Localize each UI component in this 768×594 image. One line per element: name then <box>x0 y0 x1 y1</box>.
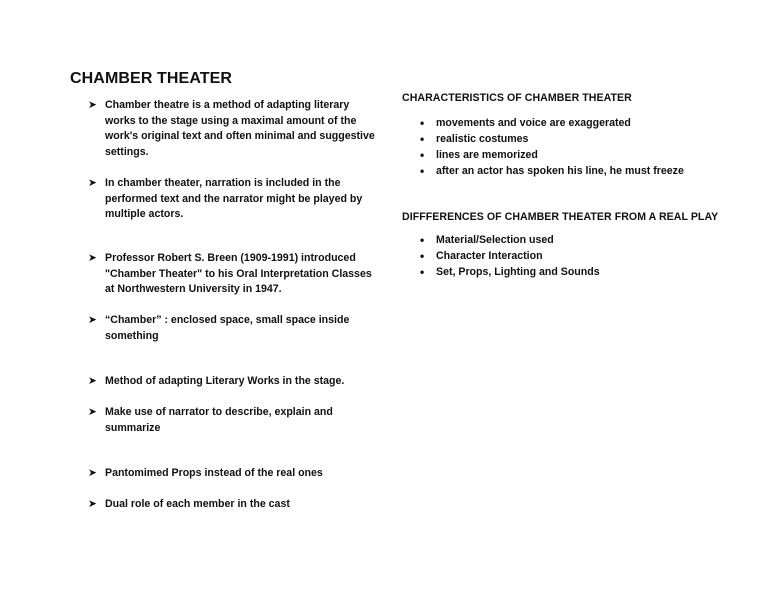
list-item <box>88 98 378 160</box>
arrow-bullet-icon: ➤ <box>88 252 97 264</box>
list-item <box>88 374 378 390</box>
list-item <box>420 115 740 131</box>
list-item <box>88 313 378 344</box>
list-item-text: Chamber theatre is a method of adapting literary works to the stage using a maximal amount of the work's original text and often minimal and suggestive settings. <box>105 99 375 158</box>
differences-list <box>420 232 740 280</box>
arrow-bullet-icon: ➤ <box>88 99 97 111</box>
dot-bullet-icon: • <box>420 148 425 162</box>
list-item-text: after an actor has spoken his line, he must freeze <box>436 165 684 177</box>
list-item-text: Dual role of each member in the cast <box>105 498 290 510</box>
list-item <box>88 176 378 223</box>
list-item <box>420 248 740 264</box>
list-item <box>420 163 740 179</box>
list-item <box>420 147 740 163</box>
list-item-text: Method of adapting Literary Works in the stage. <box>105 375 345 387</box>
list-item-text: realistic costumes <box>436 133 529 145</box>
arrow-bullet-icon: ➤ <box>88 467 97 479</box>
dot-bullet-icon: • <box>420 132 425 146</box>
arrow-bullet-icon: ➤ <box>88 177 97 189</box>
list-item-text: Pantomimed Props instead of the real ones <box>105 467 323 479</box>
list-item <box>88 405 378 436</box>
dot-bullet-icon: • <box>420 164 425 178</box>
list-item-text: lines are memorized <box>436 149 538 161</box>
arrow-bullet-icon: ➤ <box>88 406 97 418</box>
dot-bullet-icon: • <box>420 233 425 247</box>
arrow-bullet-icon: ➤ <box>88 498 97 510</box>
list-item <box>88 251 378 298</box>
characteristics-list <box>420 115 740 179</box>
list-item <box>420 264 740 280</box>
dot-bullet-icon: • <box>420 265 425 279</box>
characteristics-heading: CHARACTERISTICS OF CHAMBER THEATER <box>402 92 632 104</box>
dot-bullet-icon: • <box>420 249 425 263</box>
list-item <box>88 497 378 513</box>
list-item-text: In chamber theater, narration is included in the performed text and the narrator might be played by multiple actors. <box>105 177 363 220</box>
arrow-bullet-icon: ➤ <box>88 314 97 326</box>
list-item-text: Material/Selection used <box>436 234 554 246</box>
list-item <box>88 466 378 482</box>
list-item-text: Professor Robert S. Breen (1909-1991) introduced "Chamber Theater" to his Oral Interpretation Classes at Northwestern University in 1947. <box>105 252 372 295</box>
list-item-text: movements and voice are exaggerated <box>436 117 631 129</box>
arrow-bullet-icon: ➤ <box>88 375 97 387</box>
dot-bullet-icon: • <box>420 116 425 130</box>
list-item <box>420 232 740 248</box>
list-item-text: “Chamber” : enclosed space, small space inside something <box>105 314 350 342</box>
page-title: CHAMBER THEATER <box>70 70 233 87</box>
list-item <box>420 131 740 147</box>
list-item-text: Character Interaction <box>436 250 543 262</box>
list-item-text: Make use of narrator to describe, explain and summarize <box>105 406 333 434</box>
list-item-text: Set, Props, Lighting and Sounds <box>436 266 600 278</box>
differences-heading: DIFFFERENCES OF CHAMBER THEATER FROM A REAL PLAY <box>402 211 719 223</box>
